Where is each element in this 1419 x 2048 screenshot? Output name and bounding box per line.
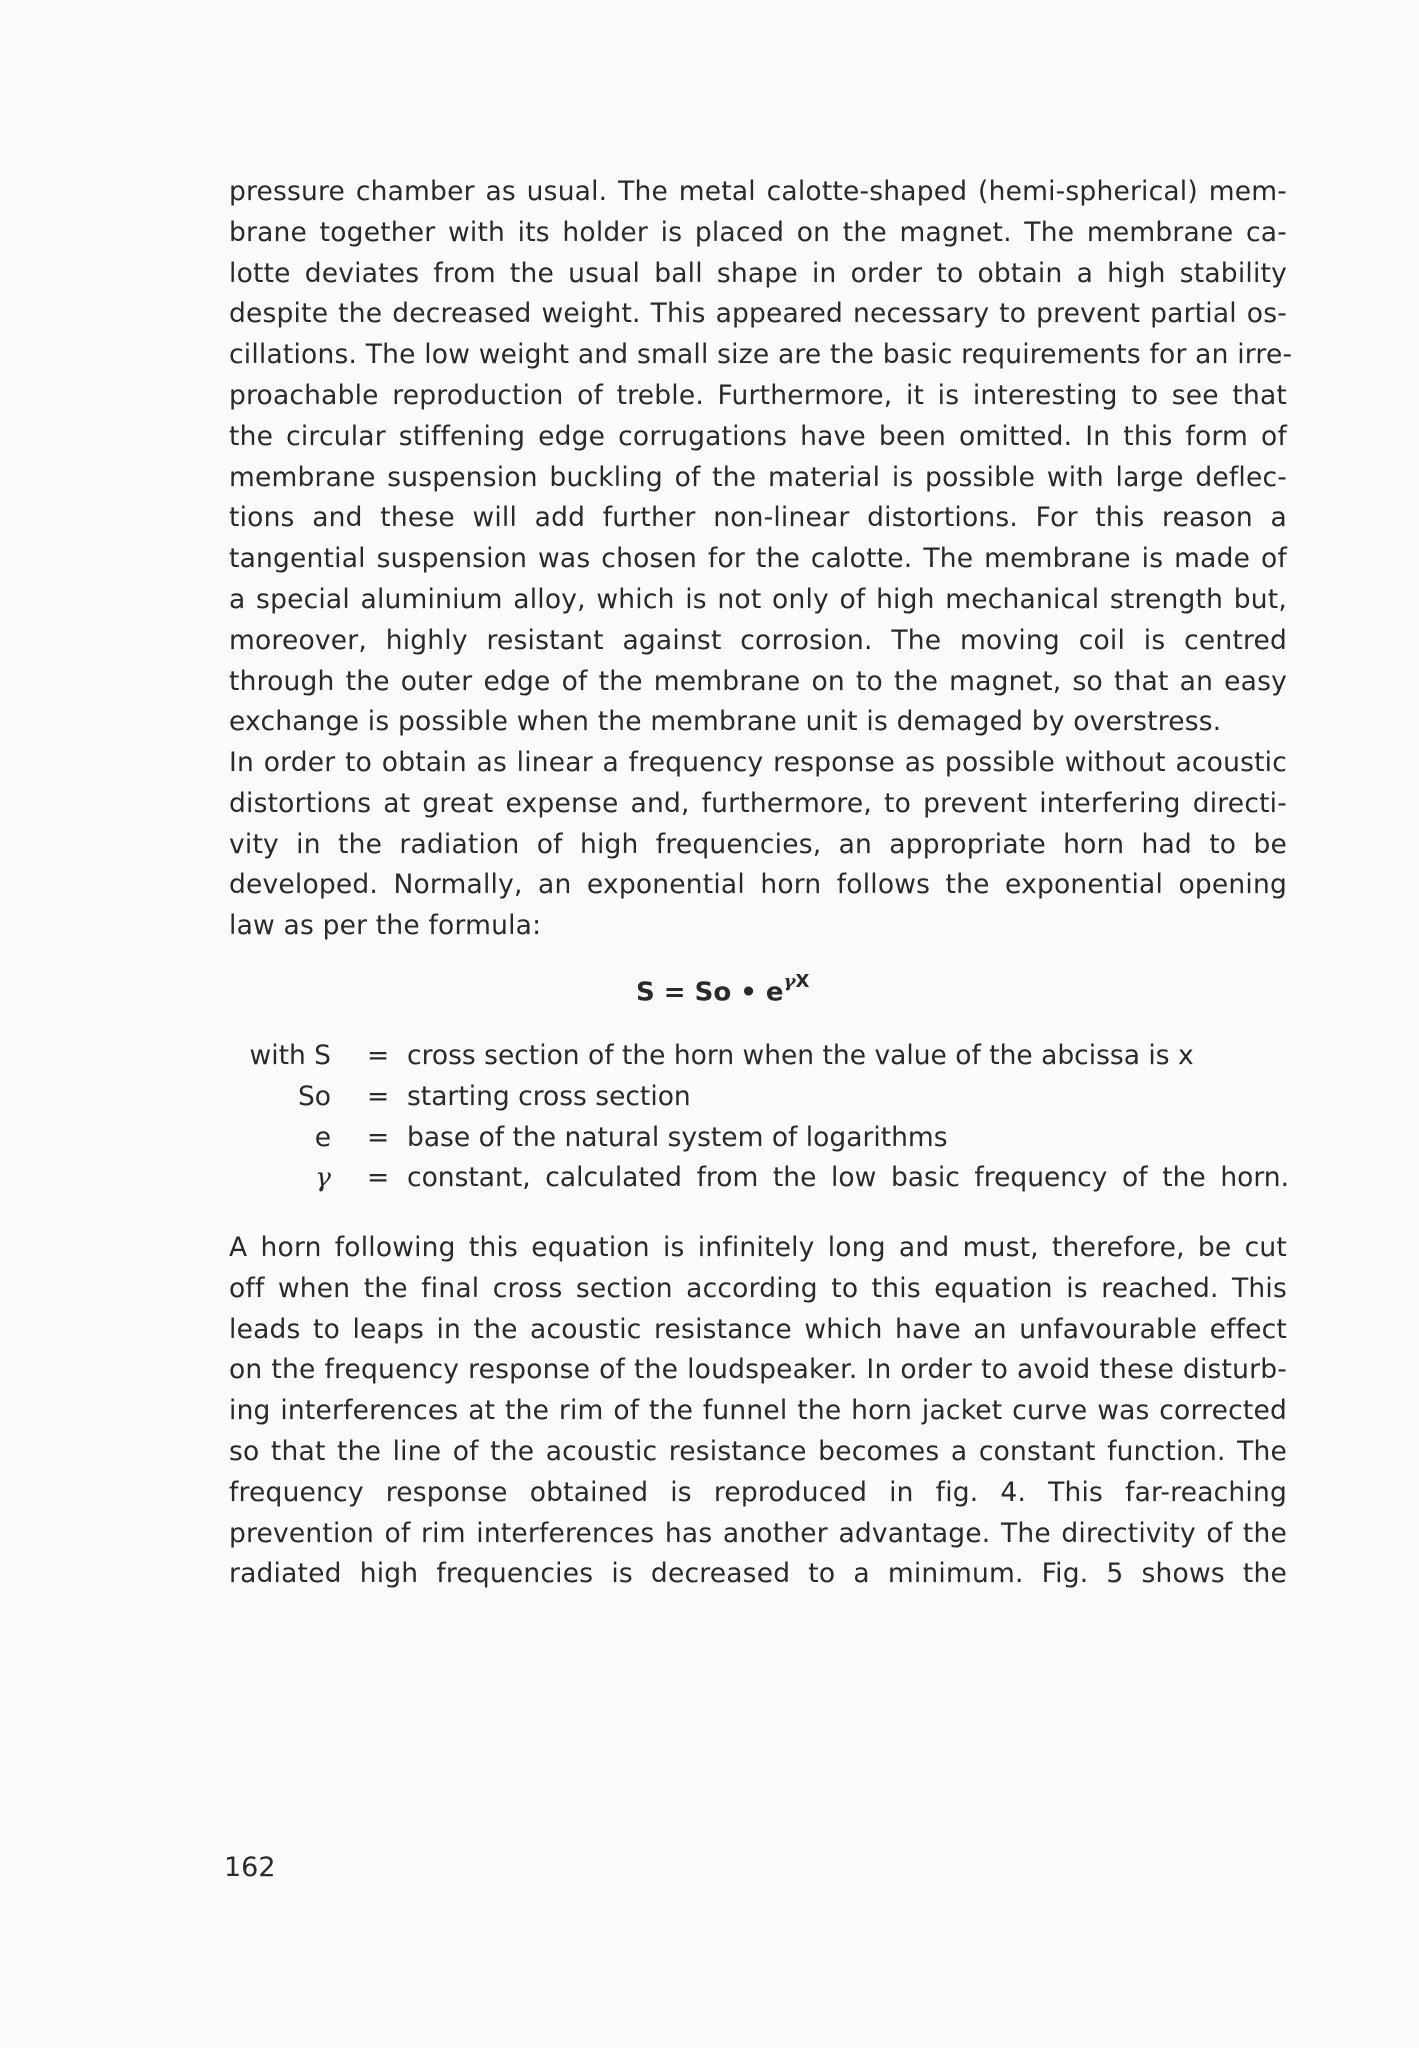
text-line: moreover, highly resistant against corrosion. The moving coil is centred	[229, 624, 1287, 656]
text-line: law as per the formula:	[229, 910, 542, 942]
equals-sign: =	[367, 1080, 390, 1112]
text-line: leads to leaps in the acoustic resistance which have an unfavourable effect	[229, 1313, 1287, 1345]
text-line: through the outer edge of the membrane on to the magnet, so that an easy	[229, 665, 1287, 697]
definition-row	[229, 1036, 1289, 1077]
text-line: off when the final cross section according to this equation is reached. This	[229, 1272, 1287, 1304]
text-line: proachable reproduction of treble. Furthermore, it is interesting to see that	[229, 379, 1287, 411]
text-line: cillations. The low weight and small size are the basic requirements for an irre-	[229, 339, 1293, 371]
paragraph-2	[229, 743, 1287, 947]
text-line: the circular stiffening edge corrugations have been omitted. In this form of	[229, 420, 1287, 452]
text-line: tions and these will add further non-linear distortions. For this reason a	[229, 502, 1287, 534]
text-line: prevention of rim interferences has another advantage. The directivity of the	[229, 1517, 1287, 1549]
page-number: 162	[224, 1852, 276, 1883]
text-line: A horn following this equation is infinitely long and must, therefore, be cut	[229, 1232, 1287, 1263]
definition-symbol: γ	[315, 1162, 331, 1194]
formula-main: S = So • e	[636, 977, 784, 1008]
definition-text: cross section of the horn when the value of the abcissa is x	[407, 1040, 1194, 1071]
equals-sign: =	[367, 1162, 390, 1194]
text-line: radiated high frequencies is decreased to a minimum. Fig. 5 shows the	[229, 1558, 1287, 1590]
text-line: vity in the radiation of high frequencies, an appropriate horn had to be	[229, 828, 1287, 860]
definition-symbol: So	[297, 1080, 331, 1112]
text-line: pressure chamber as usual. The metal calotte-shaped (hemi-spherical) mem-	[229, 176, 1287, 207]
text-line: so that the line of the acoustic resistance becomes a constant function. The	[229, 1435, 1287, 1467]
text-line: tangential suspension was chosen for the calotte. The membrane is made of	[229, 543, 1287, 575]
text-line: In order to obtain as linear a frequency response as possible without acoustic	[229, 747, 1287, 778]
definition-text: constant, calculated from the low basic frequency of the horn.	[407, 1162, 1289, 1194]
equals-sign: =	[367, 1121, 390, 1153]
text-line: a special aluminium alloy, which is not only of high mechanical strength but,	[229, 583, 1287, 615]
text-line: despite the decreased weight. This appeared necessary to prevent partial os-	[229, 298, 1287, 330]
equals-sign: =	[367, 1040, 390, 1071]
text-line: lotte deviates from the usual ball shape in order to obtain a high stability	[229, 257, 1287, 289]
definition-row	[229, 1077, 1289, 1118]
definition-row	[229, 1118, 1289, 1159]
definition-text: base of the natural system of logarithms	[407, 1121, 948, 1153]
text-line: brane together with its holder is placed on the magnet. The membrane ca-	[229, 216, 1287, 248]
formula-x: X	[795, 971, 810, 992]
paragraph-1	[229, 172, 1293, 743]
text-line: distortions at great expense and, furthermore, to prevent interfering directi-	[229, 787, 1287, 819]
definition-text: starting cross section	[407, 1080, 691, 1112]
definition-symbol: e	[314, 1121, 331, 1153]
formula-gamma: γ	[783, 971, 796, 992]
text-line: exchange is possible when the membrane unit is demaged by overstress.	[229, 706, 1222, 738]
formula-exponent	[784, 971, 810, 992]
text-line: membrane suspension buckling of the material is possible with large deflec-	[229, 461, 1287, 493]
definition-symbol: with S	[249, 1040, 331, 1071]
definition-row	[229, 1158, 1289, 1199]
text-line: frequency response obtained is reproduced in fig. 4. This far-reaching	[229, 1476, 1287, 1508]
exponential-horn-formula	[636, 971, 810, 1008]
formula-definitions	[229, 1036, 1289, 1199]
text-line: developed. Normally, an exponential horn follows the exponential opening	[229, 869, 1287, 901]
text-line: on the frequency response of the loudspeaker. In order to avoid these disturb-	[229, 1354, 1287, 1386]
text-line: ing interferences at the rim of the funnel the horn jacket curve was corrected	[229, 1395, 1287, 1427]
paragraph-3	[229, 1228, 1287, 1595]
